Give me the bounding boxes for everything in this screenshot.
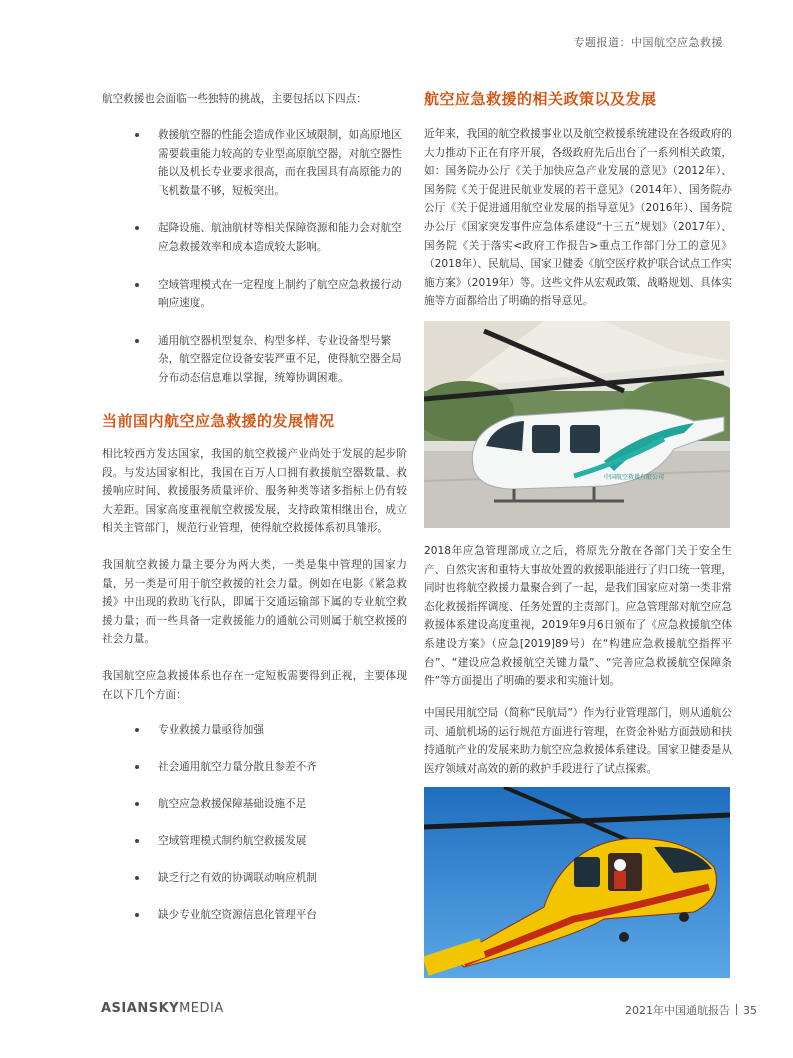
paragraph-policy-1: 近年来，我国的航空救援事业以及航空救援系统建设在各级政府的大力推动下正在有序开展，各级政府先后出台了一系列相关政策，如：国务院办公厅《关于加快应急产业发展的意见》（2012年）、国务院《关于促进民航业发展的若干意见》（2014年）、国务院办公厅《关于促进通用航空业发展的指导意见》（2016年）、国务院办公厅《国家突发事件应急体系建设“十三五”规划》（2017年）、国务院《关于落实<政府工作报告>重点工作部门分工的意见》（2018年）、民航局、国家卫健委《航空医疗救护联合试点工作实施方案》（2019年）等。这些文件从宏观政策、战略规划、具体实施等方面都给出了明确的指导意见。	[424, 128, 732, 308]
helicopter-livery-text: 中国航空救援有限公司	[604, 474, 665, 481]
shortcoming-item-5: 缺乏行之有效的协调联动响应机制	[102, 869, 407, 887]
shortcoming-item-3: 航空应急救援保障基础设施不足	[102, 795, 407, 813]
challenge-item-3: 空域管理模式在一定程度上制约了航空应急救援行动响应速度。	[102, 276, 402, 313]
logo-light-text: MEDIA	[179, 1001, 224, 1016]
shortcoming-item-1: 专业救援力量亟待加强	[102, 721, 407, 739]
paragraph-domestic-3: 我国航空应急救援体系也存在一定短板需要得到正视，主要体现在以下几个方面：	[102, 670, 407, 701]
page-number: 35	[743, 1004, 757, 1017]
intro-text: 航空救援也会面临一些独特的挑战，主要包括以下四点：	[102, 93, 367, 105]
publisher-logo	[101, 1001, 224, 1016]
paragraph-policy-2: 2018年应急管理部成立之后，将原先分散在各部门关于安全生产、自然灾害和重特大事故处置的救援职能进行了归口统一管理，同时也将航空救援力量聚合到了一起，是我们国家应对第一类非常态化救援指挥调度、任务处置的主责部门。应急管理部对航空应急救援体系建设高度重视，2019年9月6日颁布了《应急救援航空体系建设方案》（应急[2019]89号）在“构建应急救援航空指挥平台”、“建设应急救援航空关键力量”、“完善应急救援航空保障条件”等方面提出了明确的要求和实施计划。	[424, 545, 732, 688]
yellow-helicopter-illustration	[424, 787, 730, 978]
challenge-item-4: 通用航空器机型复杂、构型多样、专业设备型号繁杂，航空器定位设备安装严重不足，使得航空器全局分布动态信息难以掌握，统筹协调困难。	[102, 332, 402, 388]
page-footer	[625, 1002, 757, 1018]
challenge-item-1: 救援航空器的性能会造成作业区域限制，如高原地区需要载重能力较高的专业型高原航空器，对航空器性能以及机长专业要求很高，而在我国具有高原能力的飞机数量不够，短板突出。	[102, 126, 402, 200]
footer-divider	[736, 1004, 737, 1015]
photo-yellow-helicopter	[424, 787, 730, 978]
paragraph-domestic-2: 我国航空救援力量主要分为两大类，一类是集中管理的国家力量，另一类是可用于航空救援的社会力量。例如在电影《紧急救援》中出现的救助飞行队，即属于交通运输部下属的专业航空救援力量；而一些具备一定救援能力的通航公司则属于航空救援的社会力量。	[102, 559, 407, 646]
challenge-item-2: 起降设施、航油航材等相关保障资源和能力会对航空应急救援效率和成本造成较大影响。	[102, 219, 402, 256]
paragraph-domestic-1: 相比较西方发达国家，我国的航空救援产业尚处于发展的起步阶段。与发达国家相比，我国在百万人口拥有救援航空器数量、救援响应时间、救援服务质量评价、服务种类等诸多指标上仍有较大差距。国家高度重视航空救援发展，支持政策相继出台，成立相关主管部门，规范行业管理，使得航空救援体系初具雏形。	[102, 448, 407, 535]
logo-bold-text: ASIANSKY	[101, 1001, 180, 1016]
report-title: 2021年中国通航报告	[625, 1004, 730, 1017]
shortcoming-item-6: 缺少专业航空资源信息化管理平台	[102, 906, 407, 924]
challenges-list	[102, 126, 402, 388]
photo-white-helicopter	[424, 321, 730, 528]
section-header: 专题报道：中国航空应急救援	[573, 36, 723, 49]
section-heading-policy: 航空应急救援的相关政策以及发展	[424, 90, 657, 108]
shortcomings-list	[102, 721, 407, 924]
shortcoming-item-2: 社会通用航空力量分散且参差不齐	[102, 758, 407, 776]
white-helicopter-illustration	[424, 321, 730, 528]
paragraph-policy-3: 中国民用航空局（简称“民航局”）作为行业管理部门，则从通航公司、通航机场的运行规范方面进行管理，在资金补贴方面鼓励和扶持通航产业的发展来助力航空应急救援体系建设。国家卫健委是从医疗领域对高效的新的救护手段进行了试点探索。	[424, 707, 732, 775]
section-heading-domestic: 当前国内航空应急救援的发展情况	[102, 412, 335, 430]
shortcoming-item-4: 空域管理模式制约航空救援发展	[102, 832, 407, 850]
